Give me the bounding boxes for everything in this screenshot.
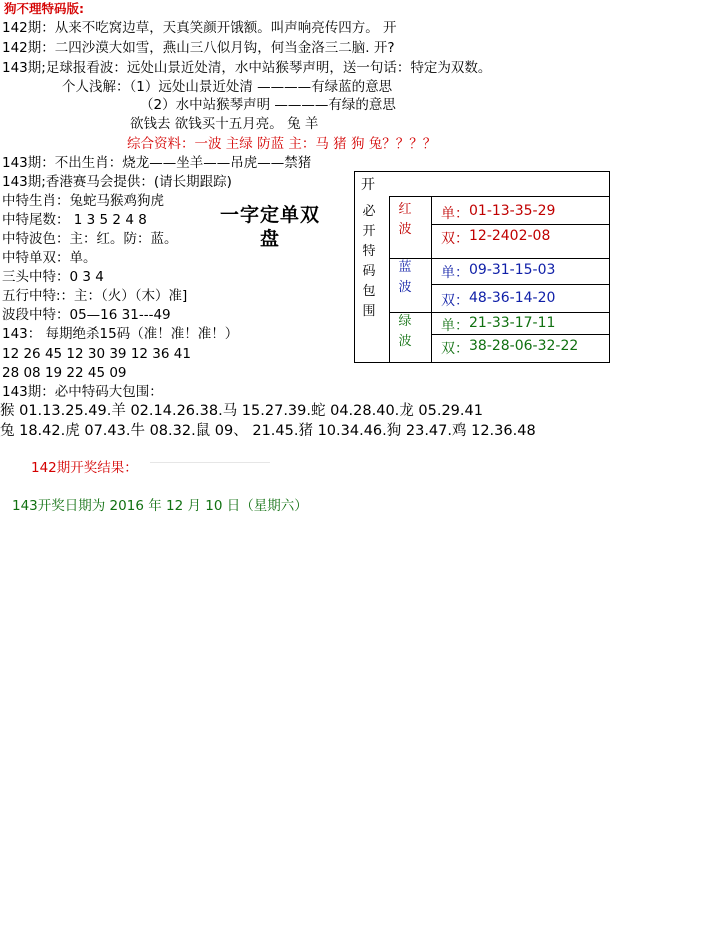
red-odd-label: 单： (441, 206, 469, 222)
blue-wave-label: 蓝波 (398, 260, 412, 295)
kill-numbers-row1: 12 26 45 12 30 39 12 36 41 (2, 346, 191, 362)
blue-odd-label: 单： (441, 265, 469, 281)
green-even-label: 双： (441, 341, 469, 357)
red-wave-label: 红波 (398, 202, 412, 237)
no-zodiac-line: 143期：不出生肖：烧龙——坐羊——吊虎——禁猪 (2, 155, 312, 171)
box-header: 开 (361, 177, 375, 193)
green-odd-label: 单： (441, 318, 469, 334)
zodiac-line: 中特生肖：兔蛇马猴鸡狗虎 (2, 193, 164, 209)
big-bao-heading: 143期：必中特码大包围： (2, 384, 163, 400)
green-even-value: 38-28-06-32-22 (469, 338, 579, 354)
faint-divider (150, 462, 270, 463)
page-title: 狗不理特码版: (4, 1, 84, 16)
blue-even-label: 双： (441, 293, 469, 309)
interpretation-1: 个人浅解：（1）远处山景近处清 ————有绿蓝的意思 (62, 79, 393, 95)
five-element-line: 五行中特:：主：（火）（木）准] (2, 288, 188, 304)
interpretation-2: （2）水中站猴琴声明 ————有绿的意思 (140, 97, 396, 113)
wave-color-line: 中特波色：主：红。防：蓝。 (2, 231, 178, 247)
big-bao-row1: 猴 01.13.25.49.羊 02.14.26.38.马 15.27.39.蛇 04.28.40.龙 05.29.41 (0, 403, 483, 419)
blue-even-value: 48-36-14-20 (469, 290, 556, 306)
box-vertical-label: 必开特码包围 (362, 204, 376, 319)
red-even-label: 双： (441, 231, 469, 247)
summary-info: 综合资料：一波 主绿 防蓝 主：马 猪 狗 兔？？？？ (127, 136, 437, 152)
red-even-value: 12-2402-08 (469, 228, 551, 244)
green-wave-label: 绿波 (398, 314, 412, 349)
red-odd-value: 01-13-35-29 (469, 203, 556, 219)
three-head-line: 三头中特：0 3 4 (2, 269, 104, 285)
poem-143-line: 143期;足球报看波：远处山景近处清，水中站猴琴声明，送一句话：特定为双数。 (2, 60, 492, 76)
kill-15-line: 143： 每期绝杀15码（准！准！准！） (2, 326, 239, 342)
tail-number-line: 中特尾数： 1 3 5 2 4 8 (2, 212, 147, 228)
interpretation-3: 欲钱去 欲钱买十五月亮。 兔 羊 (130, 116, 319, 132)
blue-odd-value: 09-31-15-03 (469, 262, 556, 278)
big-bao-row2: 兔 18.42.虎 07.43.牛 08.32.鼠 09、 21.45.猪 10.34.46.狗 23.47.鸡 12.36.48 (0, 423, 536, 439)
wave-range-line: 波段中特：05—16 31---49 (2, 307, 171, 323)
result-heading: 142期开奖结果： (31, 460, 138, 476)
poem-142-line2: 142期：二四沙漠大如雪，燕山三八似月钩，何当金洛三二脑. 开? (2, 40, 395, 56)
wave-box (354, 171, 610, 363)
kill-numbers-row2: 28 08 19 22 45 09 (2, 365, 127, 381)
green-odd-value: 21-33-17-11 (469, 315, 556, 331)
odd-even-line: 中特单双：单。 (2, 250, 97, 266)
odd-even-banner: 一字定单双盘 (219, 204, 320, 250)
draw-date: 143开奖日期为 2016 年 12 月 10 日（星期六） (12, 498, 308, 514)
poem-142-line1: 142期：从来不吃窝边草，天真笑颜开饿额。叫声响亮传四方。 开 (2, 20, 397, 36)
jockey-club-line: 143期;香港赛马会提供：(请长期跟踪) (2, 174, 232, 190)
